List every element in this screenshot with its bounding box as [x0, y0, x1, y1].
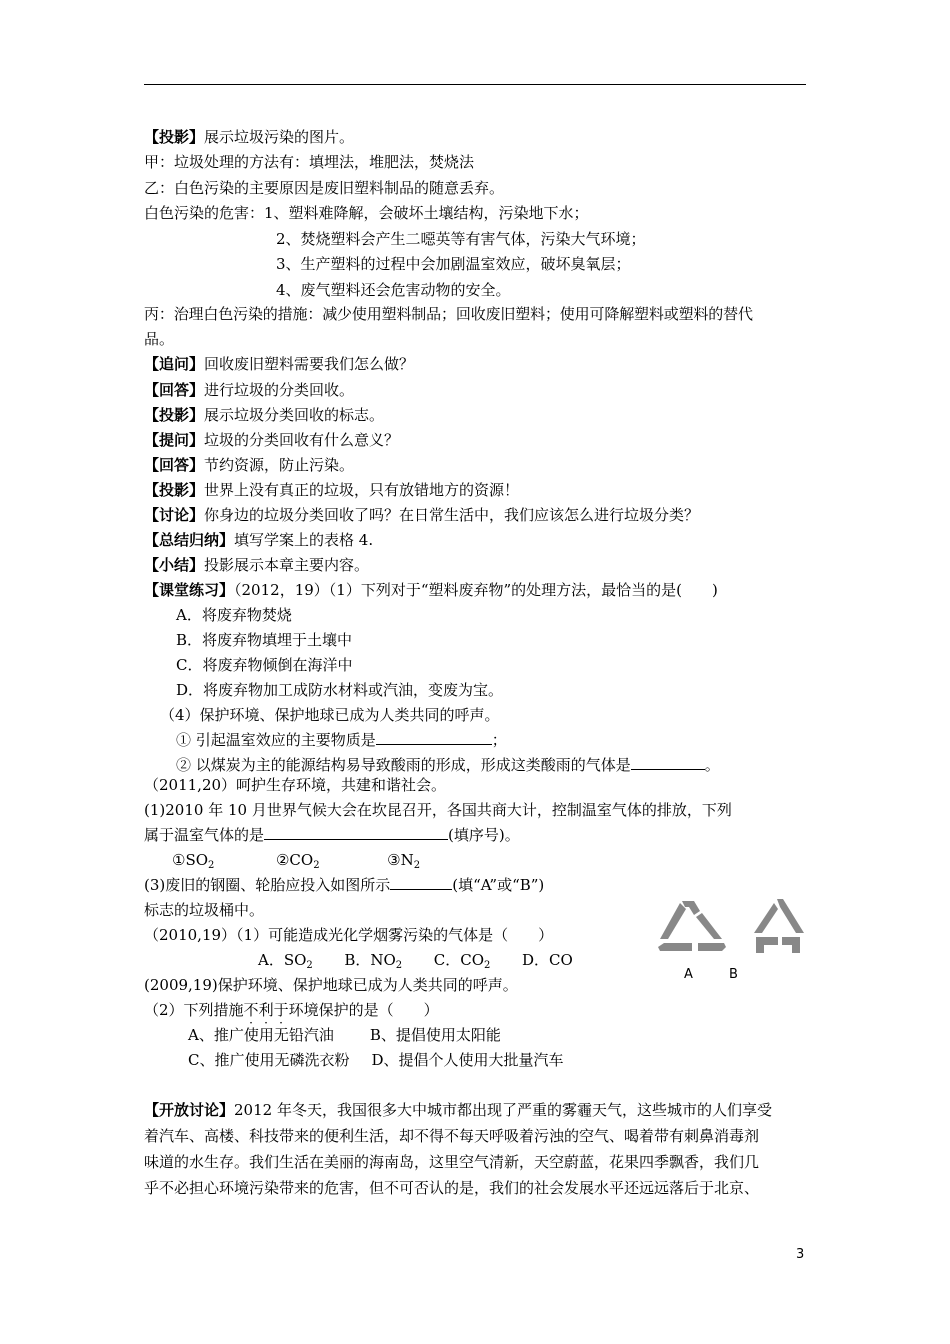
label-a: A [684, 967, 693, 982]
page-number: 3 [796, 1247, 805, 1262]
option-b: B．将废弃物填埋于土壤中 [176, 631, 353, 649]
line-exercise: 【课堂练习】（2012，19）（1）下列对于“塑料废弃物”的处理方法，最恰当的是( ) [144, 581, 718, 599]
line-jia: 甲：垃圾处理的方法有：填埋法，堆肥法，焚烧法 [144, 153, 475, 171]
line-2011-q1: (1)2010 年 10 月世界气候大会在坎昆召开，各国共商大计，控制温室气体的排放，下列 [144, 801, 732, 819]
line-q4-2: ② 以煤炭为主的能源结构易导致酸雨的形成，形成这类酸雨的气体是 。 [176, 756, 720, 774]
line-q4-1: ① 引起温室效应的主要物质是 ； [176, 731, 507, 749]
line-2011: （2011,20）呵护生存环境，共建和谐社会。 [144, 776, 447, 794]
answer-blank[interactable] [264, 825, 448, 840]
line-bing: 丙：治理白色污染的措施：减少使用塑料制品；回收废旧塑料；使用可降解塑料或塑料的替代 [144, 305, 753, 323]
recycling-symbols [652, 893, 812, 963]
option-a: A．将废弃物焚烧 [176, 606, 292, 624]
line-2011-q3: (3)废旧的钢圈、轮胎应投入如图所示 (填“A”或“B”) [144, 876, 545, 894]
recycling-symbols-figure [652, 893, 812, 988]
answer-blank[interactable] [376, 730, 492, 745]
line-open-2: 着汽车、高楼、科技带来的便利生活，却不得不每天呼吸着污浊的空气、喝着带有刺鼻消毒剂 [144, 1127, 760, 1145]
line-answer-2: 【回答】节约资源，防止污染。 [144, 456, 355, 474]
line-yi: 乙：白色污染的主要原因是废旧塑料制品的随意丢弃。 [144, 179, 505, 197]
line-2011-choices: $①SO_2$ $②CO_2$ $③N_2$ [172, 851, 421, 871]
line-harm-3: 3、生产塑料的过程中会加剧温室效应，破坏臭氧层； [276, 255, 631, 273]
line-2009-cd: C、推广使用无磷洗衣粉 D、提倡个人使用大批量汽车 [188, 1051, 564, 1069]
recycle-icon-b [754, 899, 804, 953]
line-open-3: 味道的水生存。我们生活在美丽的海南岛，这里空气清新，天空蔚蓝，花果四季飘香，我们几 [144, 1153, 760, 1171]
line-harm-2: 2、焚烧塑料会产生二噁英等有害气体，污染大气环境； [276, 230, 646, 248]
line-2010-choices: A．$SO_2$ B．$NO_2$ C．$CO_2$ D．CO [258, 951, 573, 971]
line-answer-1: 【回答】进行垃圾的分类回收。 [144, 381, 355, 399]
line-summary: 【总结归纳】填写学案上的表格 4. [144, 531, 374, 549]
option-d: D．将废弃物加工成防水材料或汽油，变废为宝。 [176, 681, 504, 699]
line-harm-4: 4、废气塑料还会危害动物的安全。 [276, 281, 511, 299]
line-discussion: 【讨论】你身边的垃圾分类回收了吗？在日常生活中，我们应该怎么进行垃圾分类？ [144, 506, 700, 524]
line-projection-1: 【投影】展示垃圾污染的图片。 [144, 128, 355, 146]
label-b: B [729, 967, 738, 982]
line-open-4: 乎不必担心环境污染带来的危害，但不可否认的是，我们的社会发展水平还远远落后于北京、 [144, 1179, 760, 1197]
line-open-discussion: 【开放讨论】2012 年冬天，我国很多大中城市都出现了严重的雾霾天气，这些城市的人们享受 [144, 1101, 772, 1119]
line-conclusion: 【小结】投影展示本章主要内容。 [144, 556, 370, 574]
line-projection-3: 【投影】世界上没有真正的垃圾，只有放错地方的资源！ [144, 481, 520, 499]
recycle-icon-a [658, 901, 726, 951]
header-rule [144, 84, 806, 85]
answer-blank[interactable] [390, 875, 452, 890]
line-2009: (2009,19)保护环境、保护地球已成为人类共同的呼声。 [144, 976, 518, 994]
line-2010: （2010,19）（1）可能造成光化学烟雾污染的气体是（ ） [144, 926, 554, 944]
line-2011-q1-cont: 属于温室气体的是 (填序号)。 [144, 826, 520, 844]
line-follow-up: 【追问】回收废旧塑料需要我们怎么做？ [144, 355, 415, 373]
line-harm-1: 白色污染的危害：1、塑料难降解，会破坏土壤结构，污染地下水； [144, 204, 589, 222]
line-2011-q3-cont: 标志的垃圾桶中。 [144, 901, 265, 919]
line-2009-q2: （2）下列措施不利于环境保护的是（ ） [144, 1001, 439, 1019]
line-bing-cont: 品。 [144, 330, 175, 348]
line-projection-2: 【投影】展示垃圾分类回收的标志。 [144, 406, 385, 424]
line-q4: （4）保护环境、保护地球已成为人类共同的呼声。 [160, 706, 500, 724]
line-2009-ab: A、推广使用无铅汽油 B、提倡使用太阳能 [188, 1026, 501, 1044]
line-question: 【提问】垃圾的分类回收有什么意义？ [144, 431, 400, 449]
option-c: C．将废弃物倾倒在海洋中 [176, 656, 353, 674]
answer-blank[interactable] [631, 755, 705, 770]
